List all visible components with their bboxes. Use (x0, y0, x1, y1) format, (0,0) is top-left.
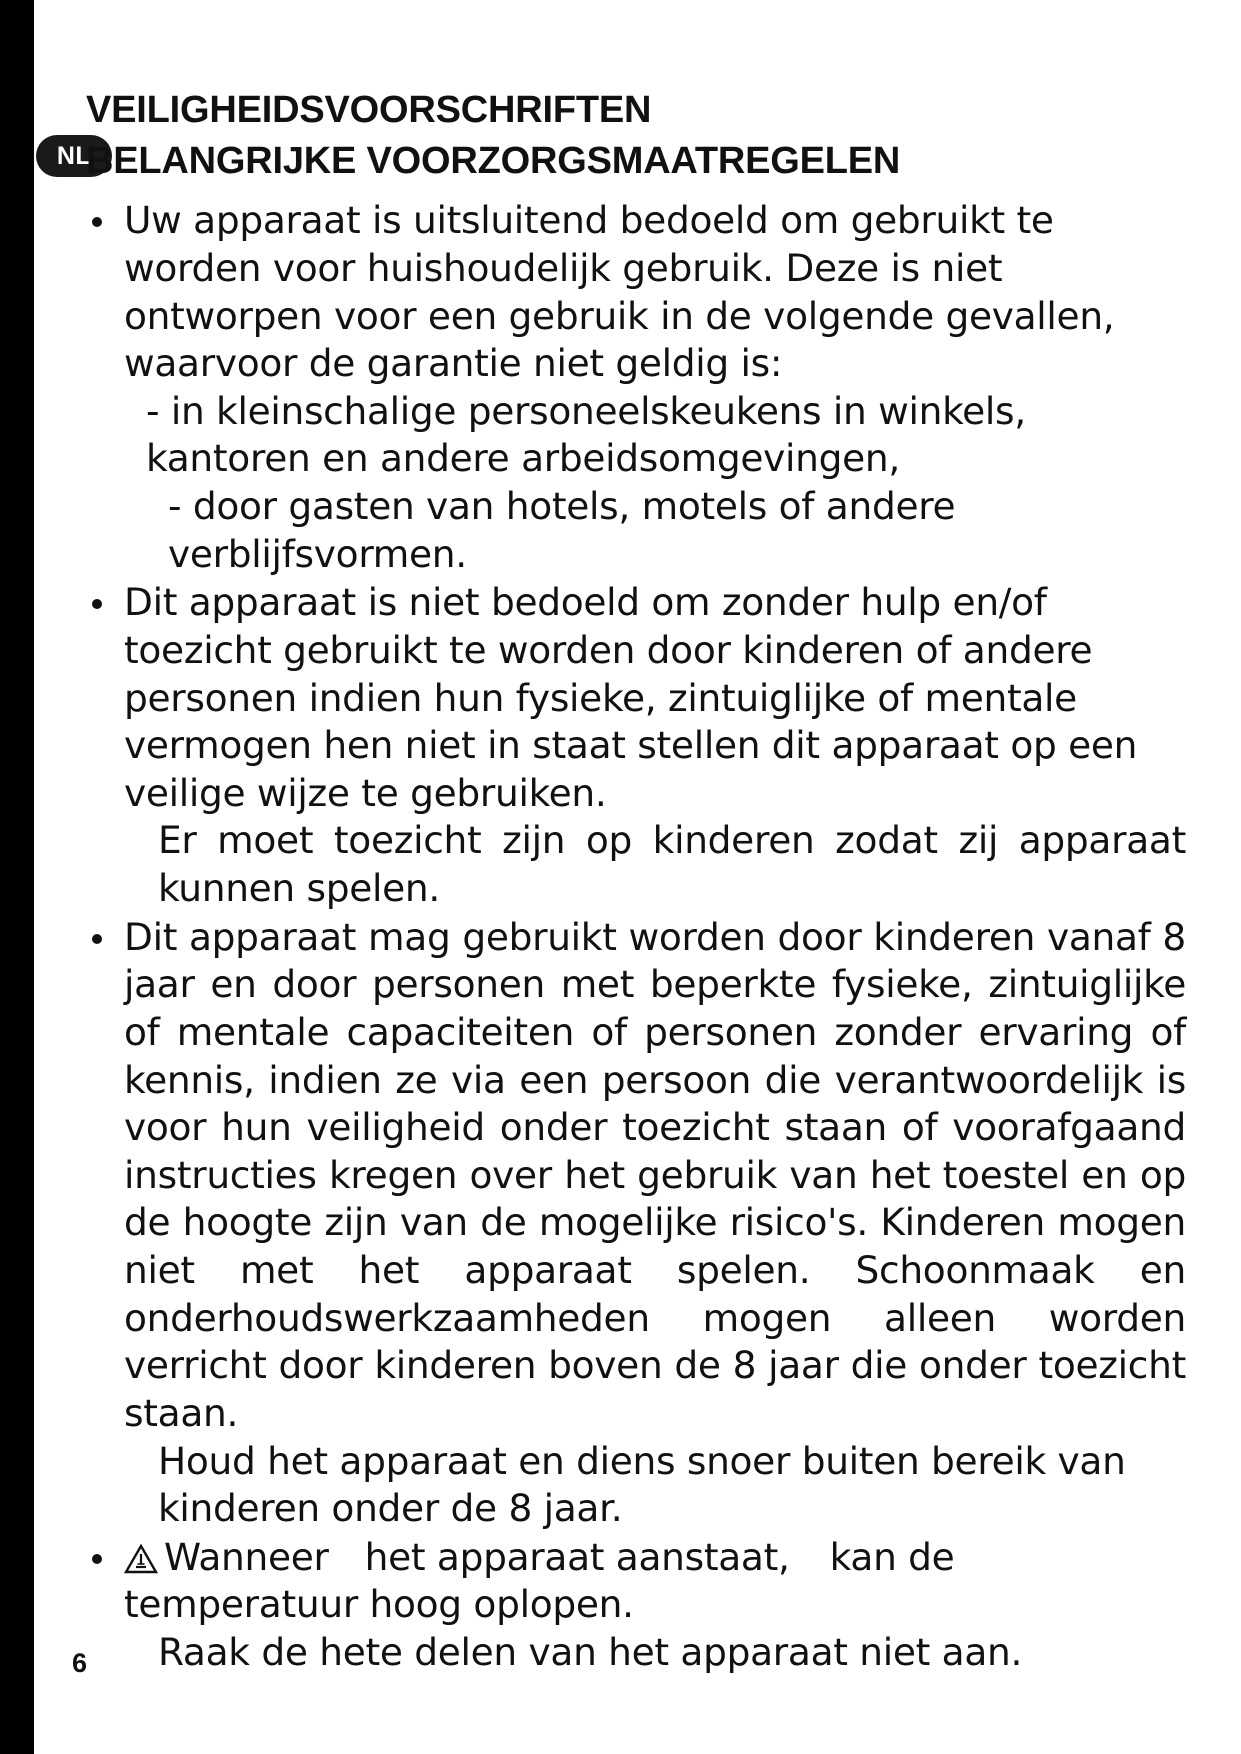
page-content (86, 86, 1186, 1678)
safety-instructions-body (86, 197, 1186, 1676)
page-title (86, 86, 1186, 185)
list-item (86, 914, 1186, 1533)
bullet-dot-icon (92, 934, 102, 944)
list-item-continuation: Er moet toezicht zijn op kinderen zodat zij apparaat kunnen spelen. (158, 818, 1186, 910)
page-binding-edge (0, 0, 34, 1754)
warning-text-part-1: Wanneer (164, 1534, 329, 1579)
warning-text-part-2: het apparaat aanstaat, (364, 1534, 790, 1579)
list-item (86, 197, 1186, 578)
list-item-text (124, 1534, 1186, 1629)
list-item-continuation: Houd het apparaat en diens snoer buiten bereik van kinderen onder de 8 jaar. (158, 1438, 1126, 1531)
page-title-line-2: BELANGRIJKE VOORZORGSMAATREGELEN (86, 139, 901, 182)
bullet-dot-icon (92, 599, 102, 609)
list-item-subitem: - door gasten van hotels, motels of andere verblijfsvormen. (168, 484, 956, 576)
page-title-line-1: VEILIGHEIDSVOORSCHRIFTEN (86, 89, 652, 131)
list-item (86, 1534, 1186, 1677)
list-item (86, 579, 1186, 912)
list-item-text: Dit apparaat is niet bedoeld om zonder hulp en/of toezicht gebruikt te worden door kinderen of andere personen indien hun fysieke, zintuiglijke of mentale vermogen hen niet in staat stellen dit apparaat op een veilige wijze te gebruiken. (124, 580, 1138, 815)
list-item-text: Uw apparaat is uitsluitend bedoeld om gebruikt te worden voor huishoudelijk gebruik. Deze is niet ontworpen voor een gebruik in de volgende gevallen, waarvoor de garantie niet geldig is: (124, 198, 1115, 386)
warning-triangle-icon (124, 1538, 158, 1568)
page-binding-inner-gap (34, 0, 40, 1754)
bullet-dot-icon (92, 1554, 102, 1564)
bullet-dot-icon (92, 217, 102, 227)
warning-text-part-3: kan de temperatuur hoog oplopen. (124, 1534, 955, 1627)
list-item-subitem: - in kleinschalige personeelskeukens in winkels, kantoren en andere arbeidsomgevingen, (146, 388, 1026, 481)
list-item-text: Dit apparaat mag gebruikt worden door kinderen vanaf 8 jaar en door personen met beperkte fysieke, zintuiglijke of mentale capaciteiten of personen zonder ervaring of kennis, indien ze via een persoon die verantwoordelijk is voor hun veiligheid onder toezicht staan of voorafgaand instructies kregen over het gebruik van het toestel en op de hoogte zijn van de mogelijke risico's. Kinderen mogen niet met het apparaat spelen. Schoonmaak en onderhoudswerkzaamheden mogen alleen worden verricht door kinderen boven de 8 jaar die onder toezicht staan. (124, 914, 1186, 1435)
page-number: 6 (72, 1648, 88, 1678)
list-item-continuation: Raak de hete delen van het apparaat niet aan. (158, 1630, 1023, 1674)
language-tab-nl: NL (36, 135, 112, 177)
